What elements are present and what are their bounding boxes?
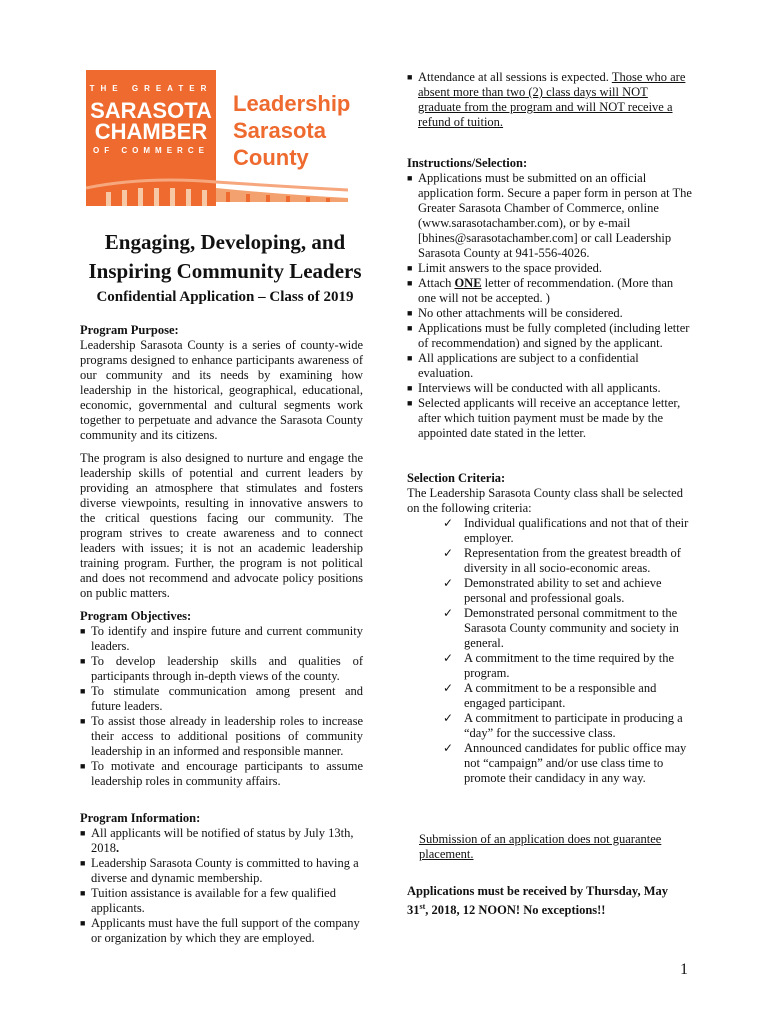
instructions-list [407, 171, 692, 441]
list-item: ■ No other attachments will be considered. [407, 306, 623, 320]
checkmark-icon: ✓ [443, 711, 454, 725]
bridge-graphic [86, 168, 348, 206]
list-item: ■ Attendance at all sessions is expected. Those who are absent more than two (2) class days will NOT graduate from the program and will NOT receive a refund of tuition. [407, 70, 686, 129]
criteria-intro: The Leadership Sarasota County class shall be selected on the following criteria: [407, 486, 683, 515]
list-item: ■ Applications must be fully completed (including letter of recommendation) and signed by the applicant. [407, 321, 690, 350]
page-number: 1 [680, 961, 688, 978]
list-item: ✓ A commitment to the time required by the program. [443, 651, 675, 680]
title-line-1: Engaging, Developing, and [104, 230, 346, 254]
list-item: ■ To identify and inspire future and current community leaders. [80, 624, 363, 653]
list-item: ■ Selected applicants will receive an acceptance letter, after which tuition payment must be made by the appointed date stated in the letter. [407, 396, 681, 440]
list-item: ✓ Individual qualifications and not that of their employer. [443, 516, 689, 545]
list-item: ✓ A commitment to participate in producing a “day” for the successive class. [443, 711, 683, 740]
list-item: ■ To motivate and encourage participants to assume leadership roles in community affairs. [80, 759, 363, 788]
list-item: ■ Applications must be submitted on an official application form. Secure a paper form in person at The Greater Sarasota Chamber of Commerce, online (www.sarasotachamber.com), or by e-mail [bhines@sarasotachamber.com] or call Leadership Sarasota County at 941-556-4026. [407, 171, 692, 260]
list-item: ✓ Representation from the greatest breadth of diversity in all socio-economic areas. [443, 546, 681, 575]
logo-right-line-3: County [233, 145, 309, 170]
logo-of-commerce: OF COMMERCE [93, 146, 209, 155]
objectives-list [80, 624, 363, 789]
attendance-list [407, 70, 692, 130]
objectives-heading: Program Objectives: [80, 609, 192, 623]
list-item: ■ To develop leadership skills and qualities of participants through in-depth views of the county. [80, 654, 363, 683]
purpose-paragraph-2: The program is also designed to nurture and engage the leadership skills of potential and current leaders by providing an atmosphere that stimulates and fosters diverse viewpoints, resulting in innovative answers to the critical questions facing our community. The program strives to create awareness and to connect leaders with issues; it is not an academic leadership training program. Further, the program is not political and does not recommend and advocate policy positions on public matters. [80, 451, 363, 600]
purpose-heading: Program Purpose: [80, 323, 179, 337]
list-item: ■ All applications are subject to a confidential evaluation. [407, 351, 639, 380]
list-item: ■ Tuition assistance is available for a few qualified applicants. [80, 886, 336, 915]
logo-leadership-text [233, 90, 350, 171]
chamber-logo [86, 70, 351, 206]
confidential-application-title: Confidential Application – Class of 2019 [96, 289, 354, 305]
list-item: ■ To stimulate communication among present and future leaders. [80, 684, 363, 713]
list-item: ■ Attach ONE letter of recommendation. (More than one will not be accepted. ) [407, 276, 674, 305]
checkmark-icon: ✓ [443, 546, 454, 560]
logo-the-greater: THE GREATER [89, 84, 213, 93]
list-item: ✓ Demonstrated personal commitment to the Sarasota County community and society in general. [443, 606, 679, 650]
list-item: ■ To assist those already in leadership roles to increase their access to additional positions of community leadership in an informed and responsible manner. [80, 714, 363, 758]
information-heading: Program Information: [80, 811, 201, 825]
purpose-paragraph-1: Leadership Sarasota County is a series of county-wide programs designed to enhance participants awareness of our community and its needs by examining how leadership in the historical, geographical, educational, economic, governmental and cultural segments work together to perpetuate and advance the Sarasota County community and its citizens. [80, 338, 363, 442]
instructions-heading: Instructions/Selection: [407, 156, 528, 170]
list-item: ✓ A commitment to be a responsible and engaged participant. [443, 681, 657, 710]
information-list [80, 826, 363, 946]
left-column [80, 323, 363, 946]
logo-chamber: CHAMBER [94, 119, 208, 144]
checkmark-icon: ✓ [443, 651, 454, 665]
checkmark-icon: ✓ [443, 516, 454, 530]
checkmark-icon: ✓ [443, 606, 454, 620]
right-column [407, 70, 692, 918]
page-title [60, 228, 390, 286]
logo-right-line-2: Sarasota [233, 118, 326, 143]
criteria-heading: Selection Criteria: [407, 471, 506, 485]
list-item: ■ Limit answers to the space provided. [407, 261, 602, 275]
logo-sarasota: SARASOTA [90, 98, 212, 123]
title-line-2: Inspiring Community Leaders [88, 259, 362, 283]
list-item: ■ All applicants will be notified of status by July 13th, 2018. [80, 826, 354, 855]
list-item: ■ Interviews will be conducted with all applicants. [407, 381, 661, 395]
submission-note: Submission of an application does not guarantee placement. [419, 832, 662, 861]
checkmark-icon: ✓ [443, 576, 454, 590]
checkmark-icon: ✓ [443, 741, 454, 755]
logo-right-line-1: Leadership [233, 91, 351, 116]
deadline-text: Applications must be received by Thursday, May 31st, 2018, 12 NOON! No exceptions!! [407, 884, 669, 918]
list-item: ■ Leadership Sarasota County is committed to having a diverse and dynamic membership. [80, 856, 359, 885]
list-item: ✓ Announced candidates for public office may not “campaign” and/or use class time to promote their candidacy in any way. [443, 741, 687, 785]
checkmark-icon: ✓ [443, 681, 454, 695]
criteria-list [407, 516, 692, 786]
list-item: ■ Applicants must have the full support of the company or organization by which they are employed. [80, 916, 360, 945]
list-item: ✓ Demonstrated ability to set and achieve personal and professional goals. [443, 576, 662, 605]
